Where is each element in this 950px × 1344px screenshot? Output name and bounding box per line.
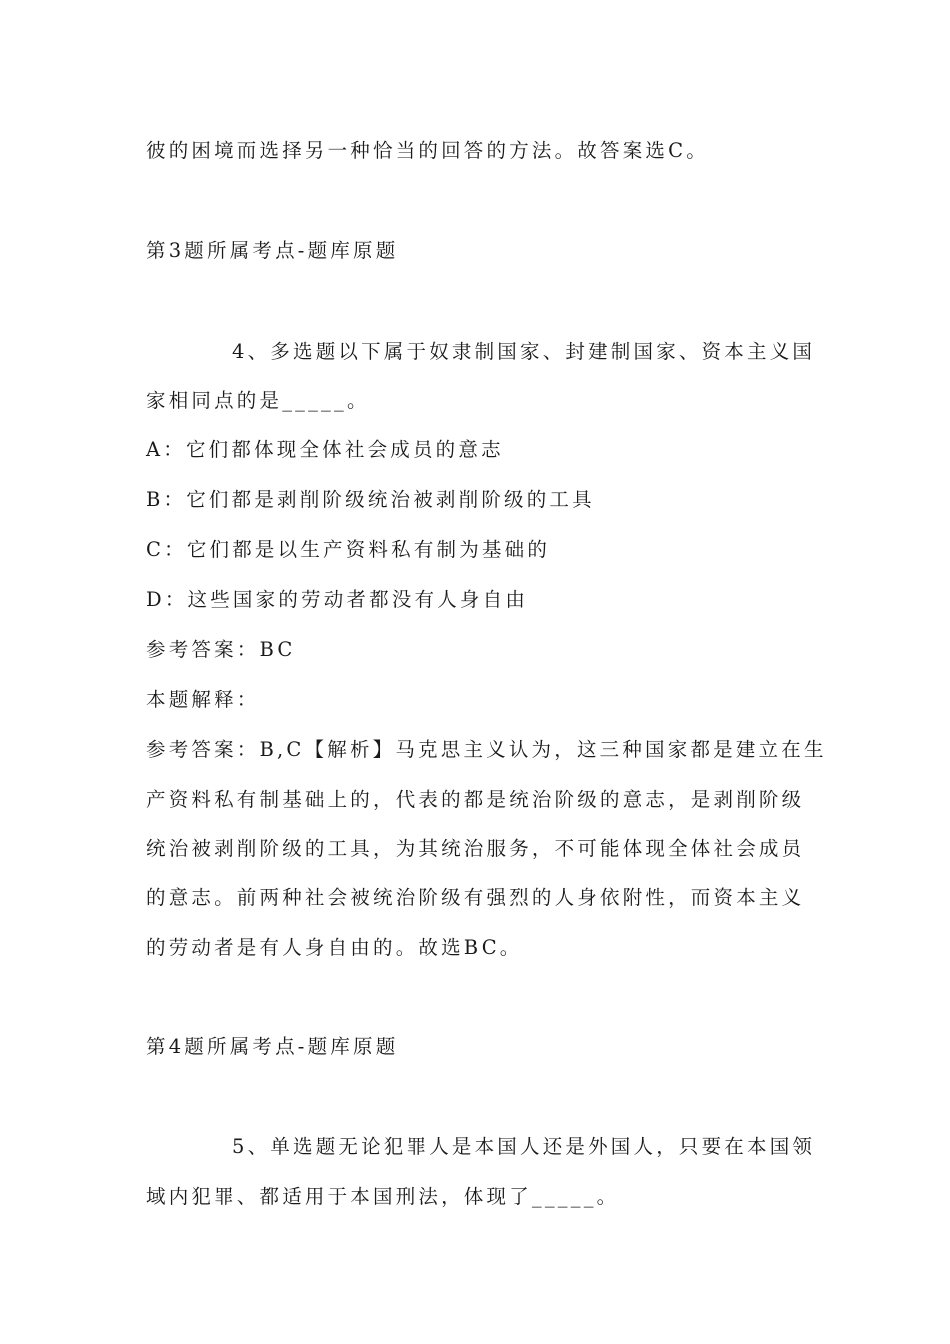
q3-topic-label: 第3题所属考点-题库原题 xyxy=(146,239,399,262)
q4-option-b: B：它们都是剥削阶级统治被剥削阶级的工具 xyxy=(146,488,595,511)
q4-question-line-1: 4、多选题以下属于奴隶制国家、封建制国家、资本主义国 xyxy=(232,340,816,363)
q5-question-line-2: 域内犯罪、都适用于本国刑法，体现了_____。 xyxy=(146,1185,620,1208)
explanation-continuation: 彼的困境而选择另一种恰当的回答的方法。故答案选C。 xyxy=(146,139,709,162)
q4-explanation-line-5: 的劳动者是有人身自由的。故选BC。 xyxy=(146,936,523,959)
q4-explanation-heading: 本题解释： xyxy=(146,688,260,711)
q5-question-line-1: 5、单选题无论犯罪人是本国人还是外国人，只要在本国领 xyxy=(232,1135,816,1158)
q4-question-line-2: 家相同点的是_____。 xyxy=(146,389,370,412)
q4-reference-answer: 参考答案：BC xyxy=(146,638,296,661)
q4-explanation-line-3: 统治被剥削阶级的工具，为其统治服务，不可能体现全体社会成员 xyxy=(146,837,805,860)
q4-option-d: D：这些国家的劳动者都没有人身自由 xyxy=(146,588,529,611)
q4-option-c: C：它们都是以生产资料私有制为基础的 xyxy=(146,538,551,561)
q4-explanation-line-1: 参考答案：B,C【解析】马克思主义认为，这三种国家都是建立在生 xyxy=(146,738,827,761)
q4-explanation-line-4: 的意志。前两种社会被统治阶级有强烈的人身依附性，而资本主义 xyxy=(146,886,805,909)
q4-topic-label: 第4题所属考点-题库原题 xyxy=(146,1035,399,1058)
q4-explanation-line-2: 产资料私有制基础上的，代表的都是统治阶级的意志，是剥削阶级 xyxy=(146,788,805,811)
q4-option-a: A：它们都体现全体社会成员的意志 xyxy=(146,438,504,461)
